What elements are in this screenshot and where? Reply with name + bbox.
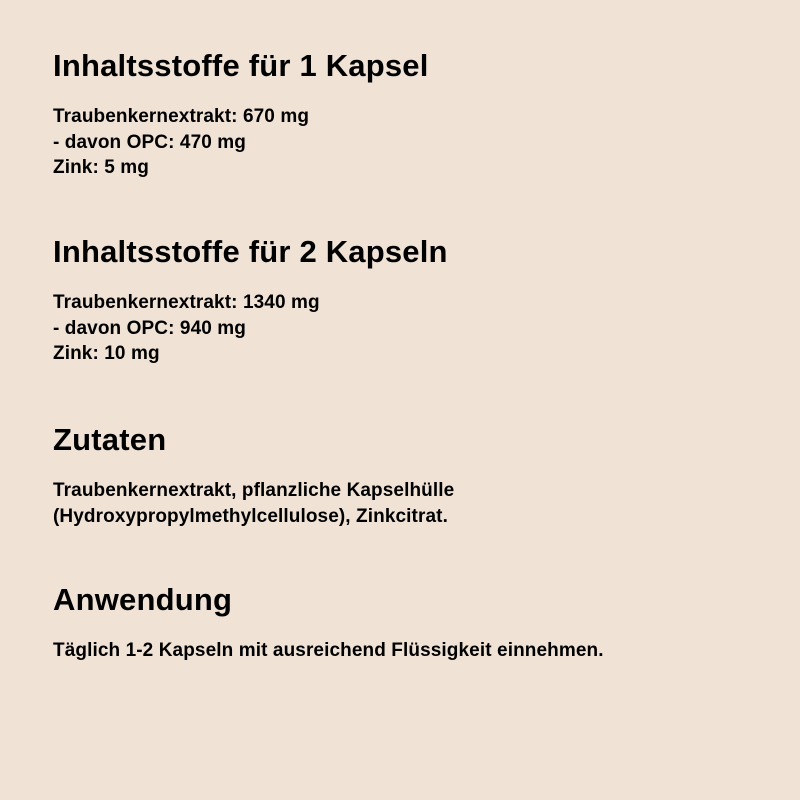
ingredient-line: - davon OPC: 940 mg: [53, 317, 246, 339]
section-zutaten: [53, 422, 773, 529]
section-heading: Inhaltsstoffe für 1 Kapsel: [53, 48, 429, 83]
text-line: Täglich 1-2 Kapseln mit ausreichend Flüssigkeit einnehmen.: [53, 640, 604, 661]
section-anwendung: [53, 582, 773, 664]
section-heading: Zutaten: [53, 422, 167, 457]
section-ingredients-2-capsules: [53, 234, 773, 367]
ingredient-line: Zink: 10 mg: [53, 343, 160, 364]
ingredient-line: Traubenkernextrakt: 670 mg: [53, 106, 310, 127]
section-heading: Inhaltsstoffe für 2 Kapseln: [53, 234, 448, 269]
ingredient-line: Zink: 5 mg: [53, 157, 150, 178]
text-line: Traubenkernextrakt, pflanzliche Kapselhülle: [53, 480, 455, 501]
section-body: [53, 290, 773, 367]
section-body: [53, 104, 773, 181]
ingredient-line: Traubenkernextrakt: 1340 mg: [53, 292, 320, 313]
section-body: [53, 638, 773, 664]
text-line: (Hydroxypropylmethylcellulose), Zinkcitrat.: [53, 505, 448, 527]
section-body: [53, 478, 773, 529]
section-heading: Anwendung: [53, 582, 233, 617]
ingredient-line: - davon OPC: 470 mg: [53, 131, 246, 153]
section-ingredients-1-capsule: [53, 48, 773, 181]
